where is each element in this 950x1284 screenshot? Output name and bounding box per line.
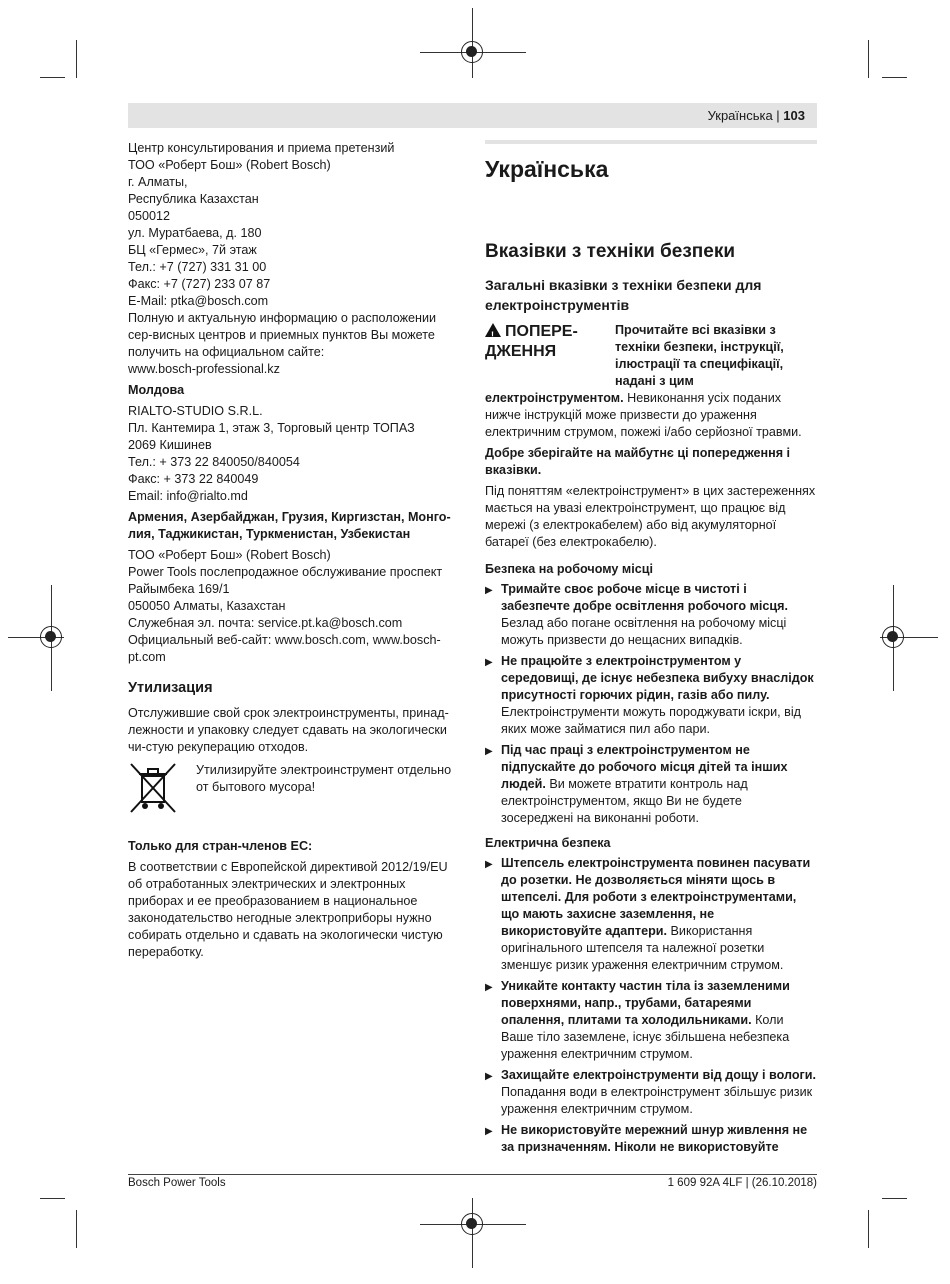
page-number: 103 [783, 108, 805, 123]
address-line: 2069 Кишинев [128, 438, 212, 452]
footer-doc-id: 1 609 92A 4LF | (26.10.2018) [667, 1177, 817, 1189]
registration-mark-icon [461, 1213, 483, 1235]
left-column [128, 140, 463, 961]
crop-mark [868, 1210, 869, 1248]
address-kazakhstan [128, 140, 463, 310]
utilization-heading: Утилизация [128, 680, 213, 696]
warning-block [485, 322, 817, 390]
warning-label: ! ПОПЕРЕ-ДЖЕННЯ [485, 323, 578, 360]
crop-mark [76, 40, 77, 78]
utilization-text: Отслужившие свой срок электроинструменты, принад-лежности и упаковку следует сдавать на экологически чи-стую рекуперацию отходов. [128, 706, 449, 754]
list-item: ▶ Не використовуйте мережний шнур живлення не за призначенням. Ніколи не використовуйте [485, 1123, 808, 1154]
crop-mark [882, 1198, 907, 1199]
address-line: Email: info@rialto.md [128, 489, 248, 503]
list-item: ▶ Штепсель електроінструмента повинен пасувати до розетки. Не дозволяється міняти щось в штепселі. Для роботи з електроінструментами, що мають захисне заземлення, не використовуйте адаптери. Використання оригінального штепселя та належної розетки зменшує ризик ураження електричним струмом. [485, 856, 811, 972]
list-item: ▶ Уникайте контакту частин тіла із заземленими поверхнями, напр., трубами, батареями опалення, плитами та холодильниками. Коли Ваше тіло заземлене, існує збільшена небезпека ураження електричним струмом. [485, 979, 790, 1061]
page-header [128, 103, 817, 128]
bullet-triangle-icon: ▶ [485, 657, 493, 668]
warning-bold-cont: електроінструментом. [485, 391, 624, 405]
address-moldova [128, 403, 463, 505]
workplace-heading: Безпека на робочому місці [485, 562, 653, 576]
registration-mark-icon [461, 41, 483, 63]
bullet-triangle-icon: ▶ [485, 1126, 493, 1137]
eu-text: В соответствии с Европейской директивой 2012/19/EU об отработанных электрических и электронных приборах и ее преобразованием в национальное законодательство негодные электроприборы нужно собирать отдельно и сдавать на экологически чистую переработку. [128, 860, 448, 959]
countries-heading: Армения, Азербайджан, Грузия, Киргизстан, Монго-лия, Таджикистан, Туркменистан, Узбекистан [128, 510, 451, 541]
list-item: ▶ Захищайте електроінструменти від дощу і вологи. Попадання води в електроінструмент збільшує ризик ураження електричним струмом. [485, 1068, 817, 1116]
weee-block [128, 762, 463, 814]
bullet-triangle-icon: ▶ [485, 585, 493, 596]
address-line: E-Mail: ptka@bosch.com [128, 294, 269, 308]
warning-bold-text: Прочитайте всі вказівки з техніки безпеки, інструкції, ілюстрації та специфікації, надані з цим [615, 323, 784, 388]
address-line: ТОО «Роберт Бош» (Robert Bosch) [128, 548, 331, 562]
title-rule [485, 140, 817, 144]
crossed-bin-icon [128, 762, 196, 814]
bullet-triangle-icon: ▶ [485, 859, 493, 870]
safety-heading: Вказівки з техніки безпеки [485, 241, 736, 262]
moldova-heading: Молдова [128, 383, 185, 397]
crop-mark [882, 77, 907, 78]
header-text: Українська | 103 [707, 108, 805, 123]
address-line: ул. Муратбаева, д. 180 [128, 226, 262, 240]
address-line: Факс: +7 (727) 233 07 87 [128, 277, 271, 291]
list-item: ▶ Під час праці з електроінструментом не підпускайте до робочого місця дітей та інших людей. Ви можете втратити контроль над електроінструментом, якщо Ви не будете зосереджені на виконанні роботи. [485, 743, 788, 825]
address-line: Служебная эл. почта: service.pt.ka@bosch.com [128, 616, 403, 630]
address-line: 050050 Алматы, Казахстан [128, 599, 286, 613]
language-title: Українська [485, 156, 609, 182]
address-line: RIALTO-STUDIO S.R.L. [128, 404, 263, 418]
definition-text: Під поняттям «електроінструмент» в цих застереженнях мається на увазі електроінструмент, що працює від мережі (з електрокабелем) або від акумуляторної батареї (без електрокабелю). [485, 484, 816, 549]
keep-instructions: Добре зберігайте на майбутнє ці попередження і вказівки. [485, 446, 791, 477]
footer-brand: Bosch Power Tools [128, 1177, 226, 1189]
address-line: г. Алматы, [128, 175, 188, 189]
address-line: Тел.: +7 (727) 331 31 00 [128, 260, 267, 274]
right-column [485, 140, 817, 1160]
address-line: Power Tools послепродажное обслуживание проспект Райымбека 169/1 [128, 565, 443, 596]
electrical-heading: Електрична безпека [485, 836, 611, 850]
crop-mark [40, 1198, 65, 1199]
list-item: ▶ Тримайте своє робоче місце в чистоті і забезпечте добре освітлення робочого місця. Безлад або погане освітлення на робочому місці можуть призвести до нещасних випадків. [485, 582, 788, 647]
info-text: Полную и актуальную информацию о расположении сер-висных центров и приемных пунктов Вы можете получить на официальном сайте: [128, 311, 437, 359]
header-section: Українська [707, 108, 773, 123]
warning-triangle-icon: ! [485, 323, 501, 337]
registration-mark-icon [882, 626, 904, 648]
crop-mark [76, 1210, 77, 1248]
address-line: 050012 [128, 209, 171, 223]
list-item: ▶ Не працюйте з електроінструментом у середовищі, де існує небезпека вибуху внаслідок присутності горючих рідин, газів або пилу. Електроінструменти можуть породжувати іскри, від яких може займатися пил або пари. [485, 654, 814, 736]
crop-mark [40, 77, 65, 78]
warning-text: Невиконання усіх поданих нижче інструкцій може призвести до ураження електричним струмом, пожежі і/або серйозної травми. [485, 391, 802, 439]
bullet-triangle-icon: ▶ [485, 746, 493, 757]
registration-mark-icon [40, 626, 62, 648]
warning-paragraph [485, 390, 817, 441]
bullet-triangle-icon: ▶ [485, 982, 493, 993]
info-url: www.bosch-professional.kz [128, 362, 280, 376]
address-line: Тел.: + 373 22 840050/840054 [128, 455, 300, 469]
address-line: Республика Казахстан [128, 192, 259, 206]
eu-heading: Только для стран-членов ЕС: [128, 839, 313, 853]
address-line: Пл. Кантемира 1, этаж 3, Торговый центр ТОПАЗ [128, 421, 415, 435]
footer-rule [128, 1174, 817, 1175]
address-line: Официальный веб-сайт: www.bosch.com, www.bosch-pt.com [128, 633, 441, 664]
address-line: Центр консультирования и приема претензий [128, 141, 395, 155]
general-safety-heading: Загальні вказівки з техніки безпеки для електроінструментів [485, 277, 762, 313]
weee-text: Утилизируйте электроинструмент отдельно от бытового мусора! [196, 763, 452, 794]
crop-mark [868, 40, 869, 78]
address-line: БЦ «Гермес», 7й этаж [128, 243, 257, 257]
address-line: ТОО «Роберт Бош» (Robert Bosch) [128, 158, 331, 172]
address-countries [128, 547, 463, 666]
bullet-triangle-icon: ▶ [485, 1071, 493, 1082]
address-line: Факс: + 373 22 840049 [128, 472, 259, 486]
